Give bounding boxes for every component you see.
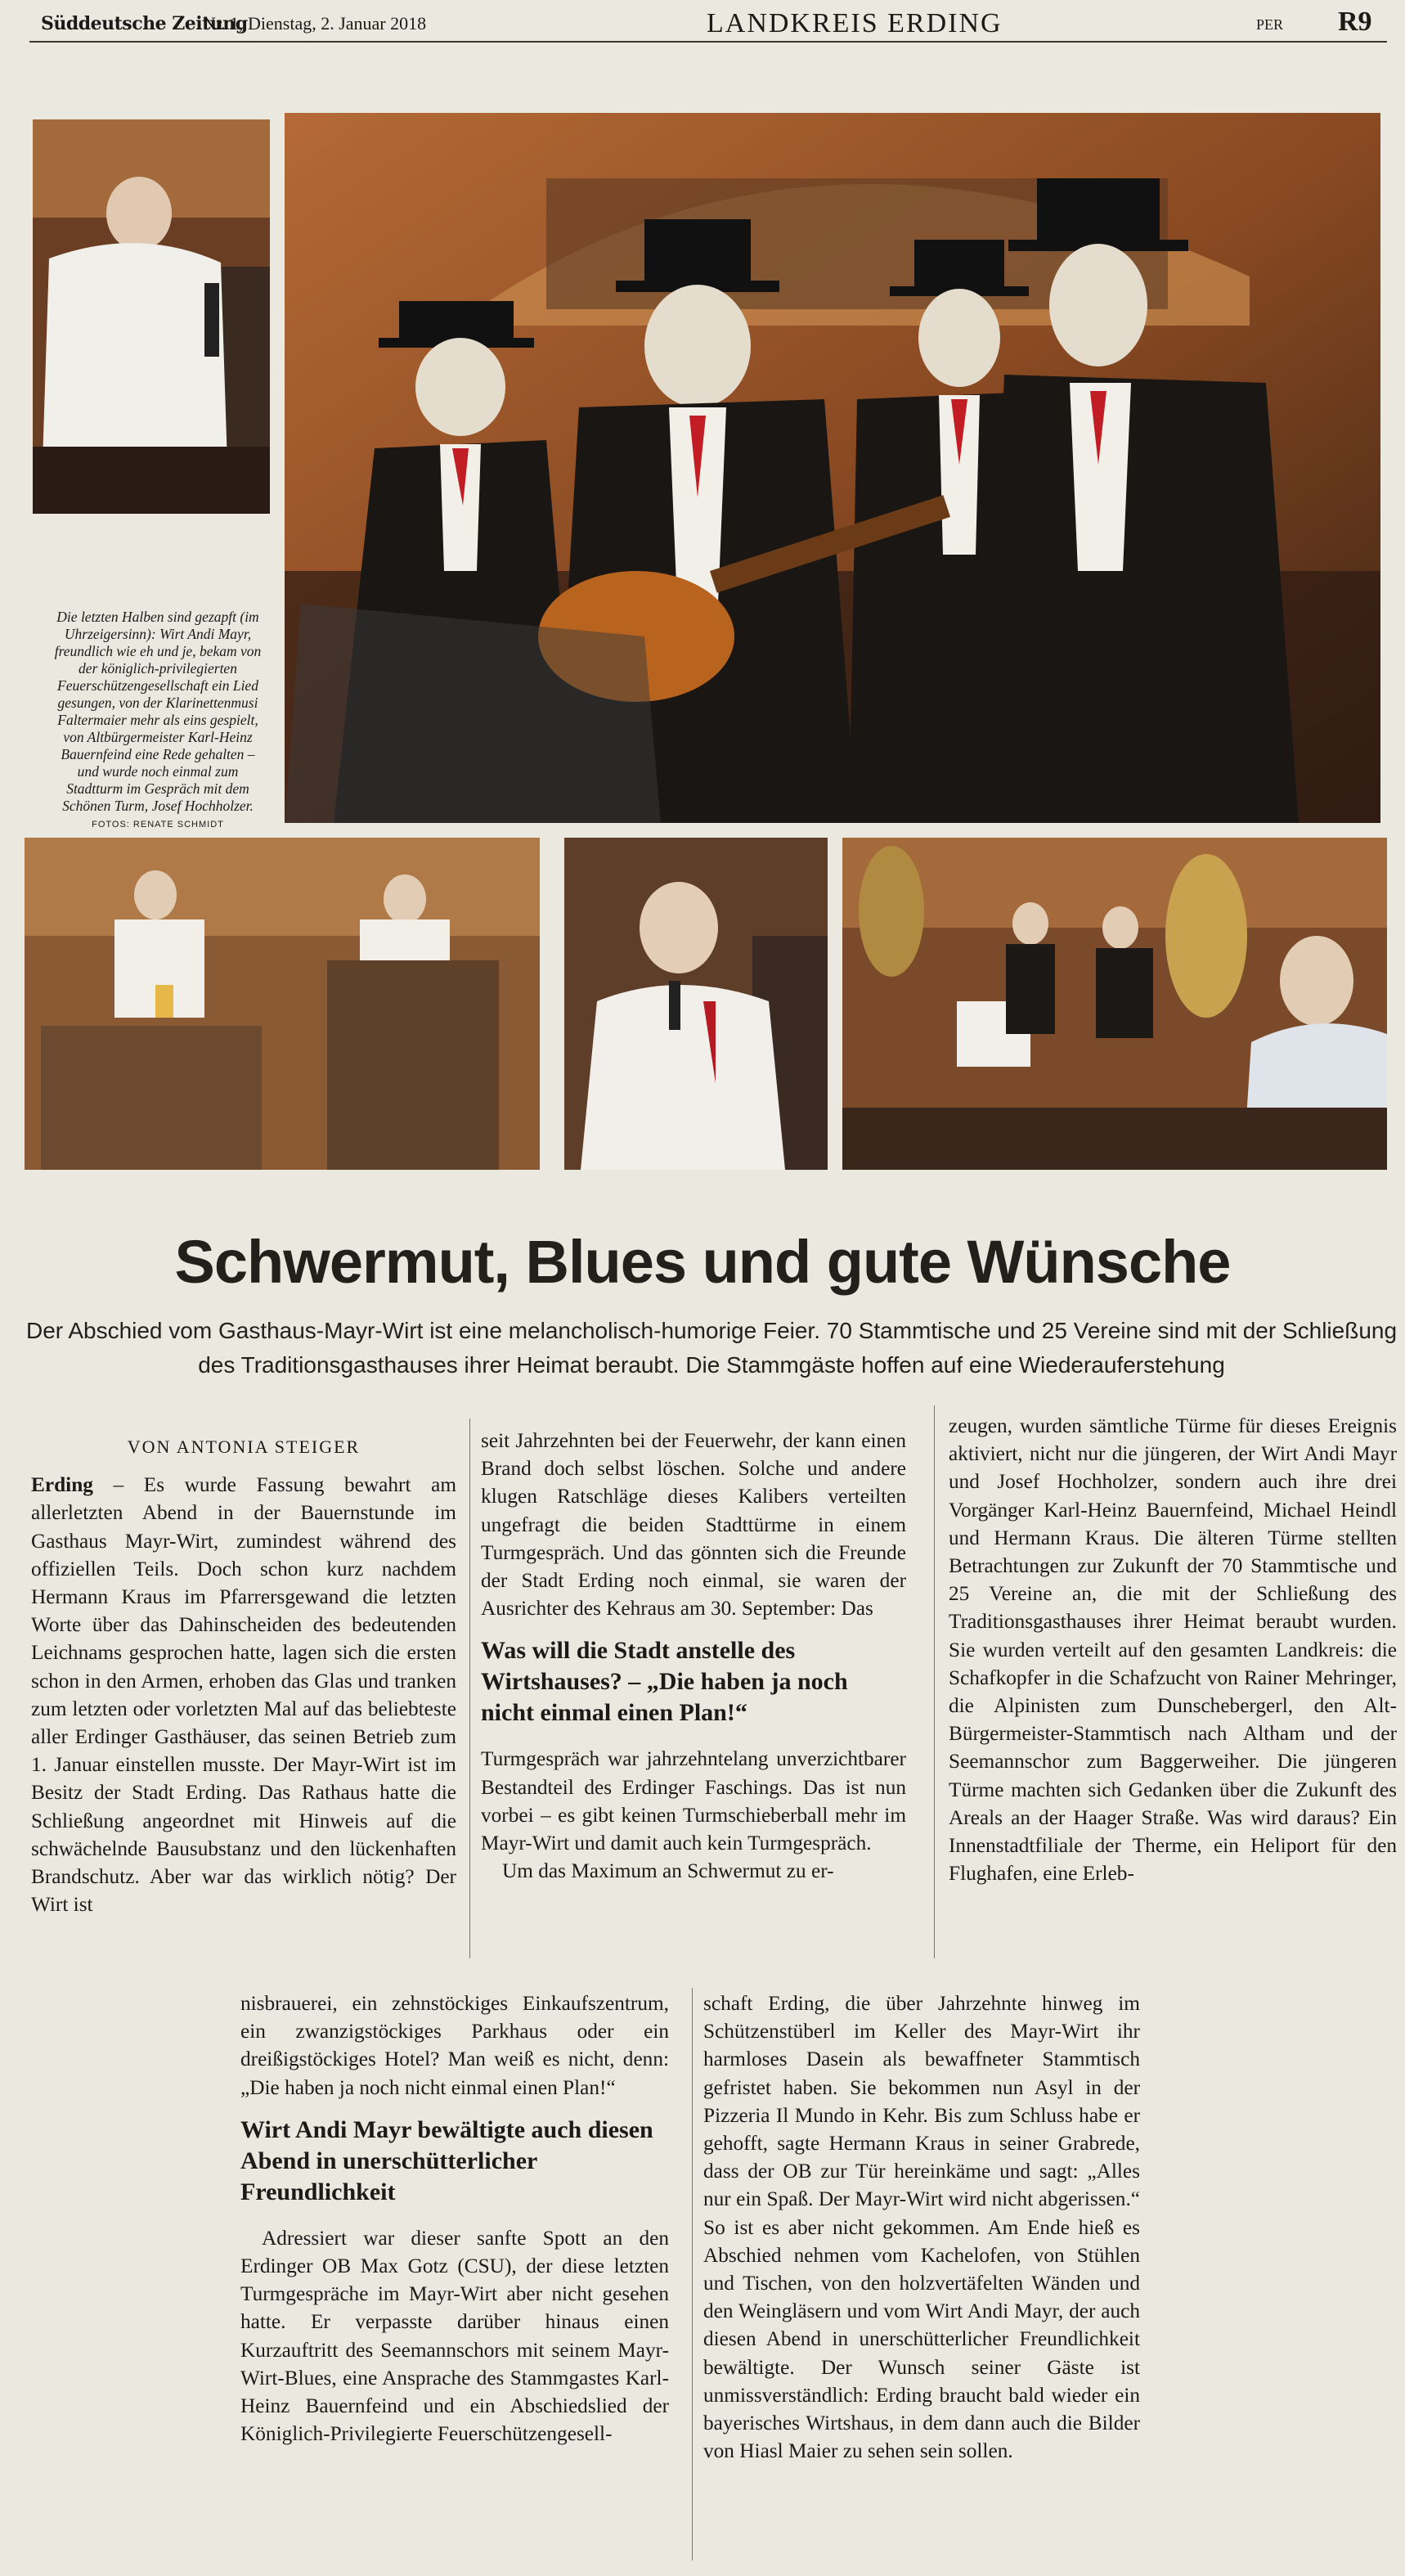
subheading: Wirt Andi Mayr bewältigte auch diesen Abend in unerschütterlicher Freundlichkeit	[240, 2115, 653, 2205]
paragraph: zeugen, wurden sämtliche Türme für dieses Ereignis aktiviert, nicht nur die jüngeren, der Wirt Andi Mayr und Josef Hochholzer, sondern auch ihre drei Vorgänger Karl-Heinz Bauernfeind, Michael Heindl und Hermann Kraus. Die älteren Türme stellten Betrachtungen zur Zukunft der 70 Stammtische und 25 Vereine an, die mit der Schließung des Traditionsgasthauses ihrer Heimat beraubt wurden. Sie wurden verteilt auf den gesamten Landkreis: die Schafkopfer in die Schafzucht von Rainer Mehringer, die Alpinisten zum Dunschebergerl, den Alt-Bürgermeister-Stammtisch nach Altham und der Seemannschor zum Baggerweiher. Die jüngeren Türme machten sich Gedanken über die Zukunft des Areals an der Haager Straße. Was wird daraus? Ein Innenstadtfiliale der Therme, ein Heliport für den Flughafen, eine Erleb-	[949, 1414, 1397, 1886]
dateline: Erding	[31, 1473, 93, 1497]
article-subhead: Der Abschied vom Gasthaus-Mayr-Wirt ist eine melancholisch-humorige Feier. 70 Stammtische und 25 Vereine sind mit der Schließung des Traditionsgasthauses ihrer Heimat beraubt. Die Stammgäste hoffen auf eine Wiederauferstehung	[25, 1318, 1398, 1378]
page-header	[0, 0, 1405, 44]
article-column-5	[703, 1989, 1140, 2465]
article-column-4	[240, 1989, 669, 2448]
photo-microphone	[564, 838, 828, 1170]
paragraph: Turmgespräch war jahrzehntelang unverzichtbarer Bestandteil des Erdinger Faschings. Das ist nun vorbei – es gibt keinen Turmschieberball mehr im Mayr-Wirt und damit auch kein Turmgespräch.	[481, 1747, 906, 1855]
article-column-3	[949, 1412, 1397, 1887]
paragraph: Adressiert war dieser sanfte Spott an den Erdinger OB Max Gotz (CSU), der diese letzten Turmgespräche im Mayr-Wirt aber nicht gesehen hatte. Er verpasste darüber hinaus einen Kurzauftritt des Seemannschors mit seinem Mayr-Wirt-Blues, eine Ansprache des Stammgastes Karl-Heinz Bauernfeind und ein Abschiedslied der Königlich-Privilegierte Feuerschützengesell-	[240, 2226, 669, 2446]
header-rule	[29, 41, 1387, 43]
masthead: Süddeutsche Zeitung	[41, 13, 248, 34]
article-column-1	[31, 1433, 456, 1918]
photo-pulpit	[25, 838, 540, 1170]
subheading: Was will die Stadt anstelle des Wirtshauses? – „Die haben ja noch nicht einmal einen Plan!“	[481, 1637, 848, 1727]
edition-code: PER	[1256, 16, 1284, 33]
photo-caption	[51, 609, 265, 834]
article-column-2	[481, 1427, 906, 1885]
page-number: R9	[1338, 7, 1372, 37]
issue-info: Nr. 1, Dienstag, 2. Januar 2018	[203, 13, 427, 34]
photo-singers	[285, 113, 1380, 823]
paragraph: schaft Erding, die über Jahrzehnte hinweg im Schützenstüberl im Keller des Mayr-Wirt ihr harmloses Dasein als bewaffneter Stammtisch gefristet haben. Sie bekommen nun Asyl in der Pizzeria Il Mundo in Kehr. Bis zum Schluss habe er gehofft, sagte Hermann Kraus in seiner Grabrede, dass der OB zur Tür hereinkäme und sagt: „Alles nur ein Spaß. Der Mayr-Wirt wird nicht abgerissen.“ So ist es aber nicht gekommen. Am Ende hieß es Abschied nehmen vom Kachelofen, von Stühlen und Tischen, von den holzvertäfelten Wänden und den Weingläsern und vom Wirt Andi Mayr, der auch diesen Abend in unerschütterlicher Freundlichkeit bewältigte. Der Wunsch seiner Gäste ist unmissverständlich: Erding braucht bald wieder ein bayerisches Wirtshaus, in dem dann auch die Bilder von Hiasl Maier zu sehen sein sollen.	[703, 1992, 1140, 2463]
photo-tap	[33, 119, 270, 514]
section-title: LANDKREIS ERDING	[707, 8, 1003, 38]
paragraph-text: – Es wurde Fassung bewahrt am allerletzten Abend in der Bauernstunde im Gasthaus Mayr-Wirt, zumindest während des offiziellen Teils. Doch schon kurz nachdem Hermann Kraus im Pfarrersgewand die letzten Worte über das Dahinscheiden des bedeutenden Leichnams gesprochen hatte, lagen sich die ersten schon in den Armen, erhoben das Glas und tranken zum letzten oder vorletzten Mal auf das beliebteste aller Erdinger Gasthäuser, das seinen Betrieb zum 1. Januar einstellen musste. Der Mayr-Wirt ist im Besitz der Stadt Erding. Das Rathaus hatte die Schließung angeordnet mit Hinweis auf die schwächelnde Bausubstanz und den lückenhaften Brandschutz. Aber war das wirklich nötig? Der Wirt ist	[31, 1473, 456, 1917]
column-rule	[469, 1418, 470, 1958]
caption-text: Die letzten Halben sind gezapft (im Uhrzeigersinn): Wirt Andi Mayr, freundlich wie eh und je, bekam von der königlich-privilegierten Feuerschützengesellschaft ein Lied gesungen, von der Klarinettenmusi Faltermaier mehr als eins gespielt, von Altbürgermeister Karl-Heinz Bauernfeind eine Rede gehalten – und wurde noch einmal zum Stadtturm im Gespräch mit dem Schönen Turm, Josef Hochholzer.	[54, 609, 262, 814]
photo-credit: FOTOS: RENATE SCHMIDT	[92, 820, 224, 829]
paragraph: Um das Maximum an Schwermut zu er-	[502, 1859, 834, 1883]
column-rule	[692, 1988, 693, 2560]
paragraph: nisbrauerei, ein zehnstöckiges Einkaufszentrum, ein zwanzigstöckiges Parkhaus oder ein dreißigstöckiges Hotel? Man weiß es nicht, denn: „Die haben ja noch nicht einmal einen Plan!“	[240, 1992, 669, 2099]
column-rule	[934, 1405, 935, 1958]
photo-brass-band	[842, 838, 1387, 1170]
paragraph: seit Jahrzehnten bei der Feuerwehr, der kann einen Brand doch selbst löschen. Solche und andere klugen Ratschläge dieses Kalibers verteilten ungefragt die beiden Stadttürme in einem Turmgespräch. Und das gönnten sich die Freunde der Stadt Erding noch einmal, sie waren der Ausrichter des Kehraus am 30. September: Das	[481, 1429, 906, 1621]
article-headline: Schwermut, Blues und gute Wünsche	[174, 1228, 1231, 1296]
byline: VON ANTONIA STEIGER	[127, 1436, 361, 1457]
paragraph	[31, 1471, 456, 1918]
